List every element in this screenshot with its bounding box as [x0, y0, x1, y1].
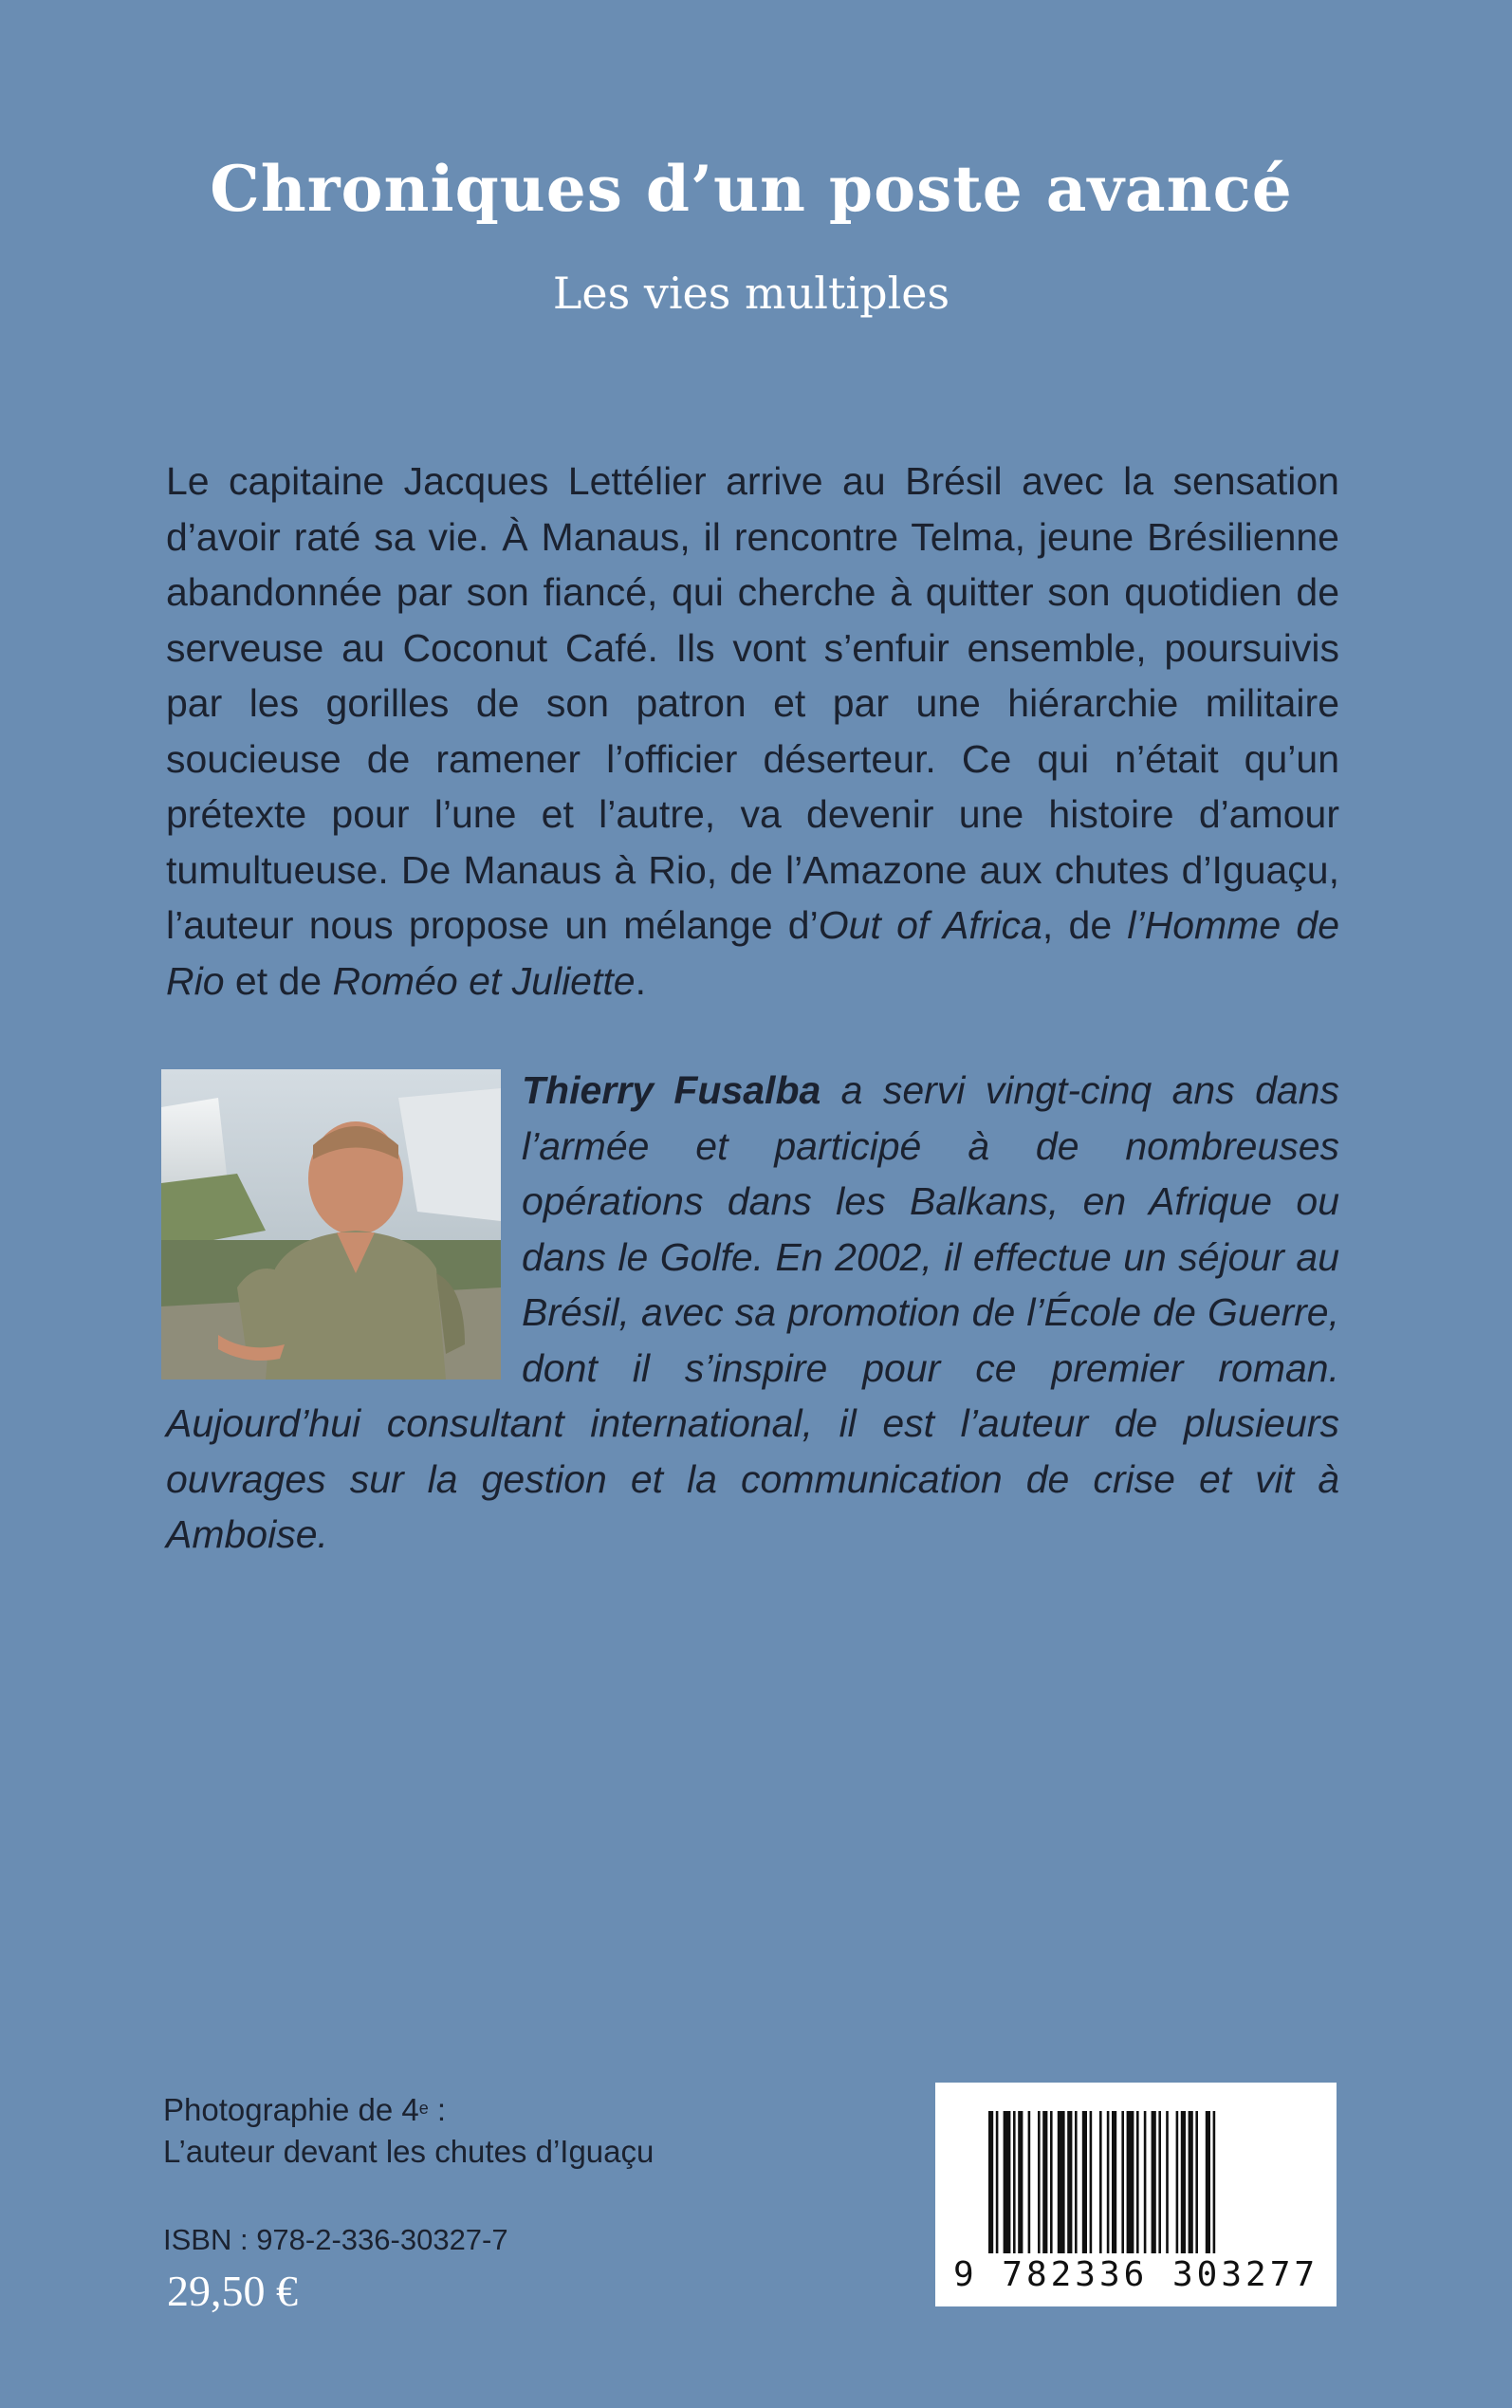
barcode-bar: [1152, 2111, 1156, 2253]
barcode-bar: [1127, 2111, 1134, 2253]
summary-end: .: [635, 958, 646, 1003]
isbn: ISBN : 978-2-336-30327-7: [163, 2223, 508, 2256]
barcode-bar: [1195, 2111, 1198, 2253]
reference-homme-de-rio: l’Homme de Rio: [166, 903, 1340, 1003]
barcode-bar: [1082, 2111, 1087, 2253]
barcode-bar: [1042, 2111, 1047, 2253]
barcode-bar: [1004, 2111, 1011, 2253]
barcode-bar: [1166, 2111, 1169, 2253]
barcode-icon: [935, 2083, 1337, 2258]
barcode-bar: [1189, 2111, 1193, 2253]
photo-spacer: [166, 1063, 522, 1392]
barcode-bar: [1136, 2111, 1139, 2253]
summary-connector: , de: [1042, 903, 1128, 947]
author-name: Thierry Fusalba: [522, 1068, 821, 1112]
barcode: [935, 2083, 1337, 2306]
book-title: Chroniques d’un poste avancé: [210, 152, 1293, 226]
summary-text: Le capitaine Jacques Lettélier arrive au Brésil avec la sensation d’avoir raté sa vie. À Manaus, il rencontre Telma, jeune Brésilienne abandonnée par son fiancé, qui cherche à quitter son quotidien de serveuse au Coconut Café. Ils vont s’enfuir ensemble, poursuivis par les gorilles de son patron et par une hiérarchie militaire soucieuse de ramener l’officier déserteur. Ce qui n’était qu’un prétexte pour l’une et l’autre, va devenir une histoire d’amour tumultueuse. De Manaus à Rio, de l’Amazone aux chutes d’Iguaçu, l’auteur nous propose un mélange d’: [166, 459, 1339, 947]
reference-romeo-juliette: Roméo et Juliette: [332, 958, 636, 1003]
barcode-bar: [1206, 2111, 1210, 2253]
photo-credit: [163, 2089, 654, 2173]
barcode-bar: [1075, 2111, 1078, 2253]
book-subtitle: Les vies multiples: [552, 268, 950, 319]
barcode-bar: [1144, 2111, 1147, 2253]
photo-credit-caption: L’auteur devant les chutes d’Iguaçu: [163, 2134, 655, 2169]
price: 29,50 €: [167, 2267, 298, 2315]
barcode-bar: [1176, 2111, 1179, 2253]
author-bio-text: a servi vingt-cinq ans dans l’armée et participé à de nombreuses opérations dans les Balkans, en Afrique ou dans le Golfe. En 2002, il effectue un séjour au Brésil, avec sa promotion de l’École de Guerre, dont il s’inspire pour ce premier roman. Aujourd’hui consultant international, il est l’auteur de plusieurs ouvrages sur la gestion et la communication de crise et vit à Amboise.: [166, 1068, 1339, 1556]
barcode-bar: [1067, 2111, 1072, 2253]
barcode-bar: [1018, 2111, 1023, 2253]
barcode-bar: [1099, 2111, 1102, 2253]
barcode-bar: [1090, 2111, 1093, 2253]
barcode-bar: [1112, 2111, 1116, 2253]
barcode-bar: [1013, 2111, 1016, 2253]
summary-connector: et de: [224, 958, 333, 1003]
barcode-bar: [1213, 2111, 1216, 2253]
barcode-bar: [988, 2111, 993, 2253]
barcode-digits: 9 782336 303277: [952, 2255, 1319, 2294]
barcode-bar: [1058, 2111, 1065, 2253]
barcode-bar: [1107, 2111, 1110, 2253]
book-summary: [166, 454, 1339, 1009]
author-biography: [166, 1063, 1339, 1563]
barcode-bar: [996, 2111, 999, 2253]
barcode-bar: [1050, 2111, 1053, 2253]
barcode-bar: [1038, 2111, 1041, 2253]
reference-out-of-africa: Out of Africa: [818, 903, 1042, 947]
photo-credit-label: Photographie de 4e :: [163, 2092, 447, 2127]
barcode-bar: [1181, 2111, 1186, 2253]
barcode-bar: [1028, 2111, 1031, 2253]
barcode-bar: [1158, 2111, 1161, 2253]
barcode-bar: [1121, 2111, 1124, 2253]
